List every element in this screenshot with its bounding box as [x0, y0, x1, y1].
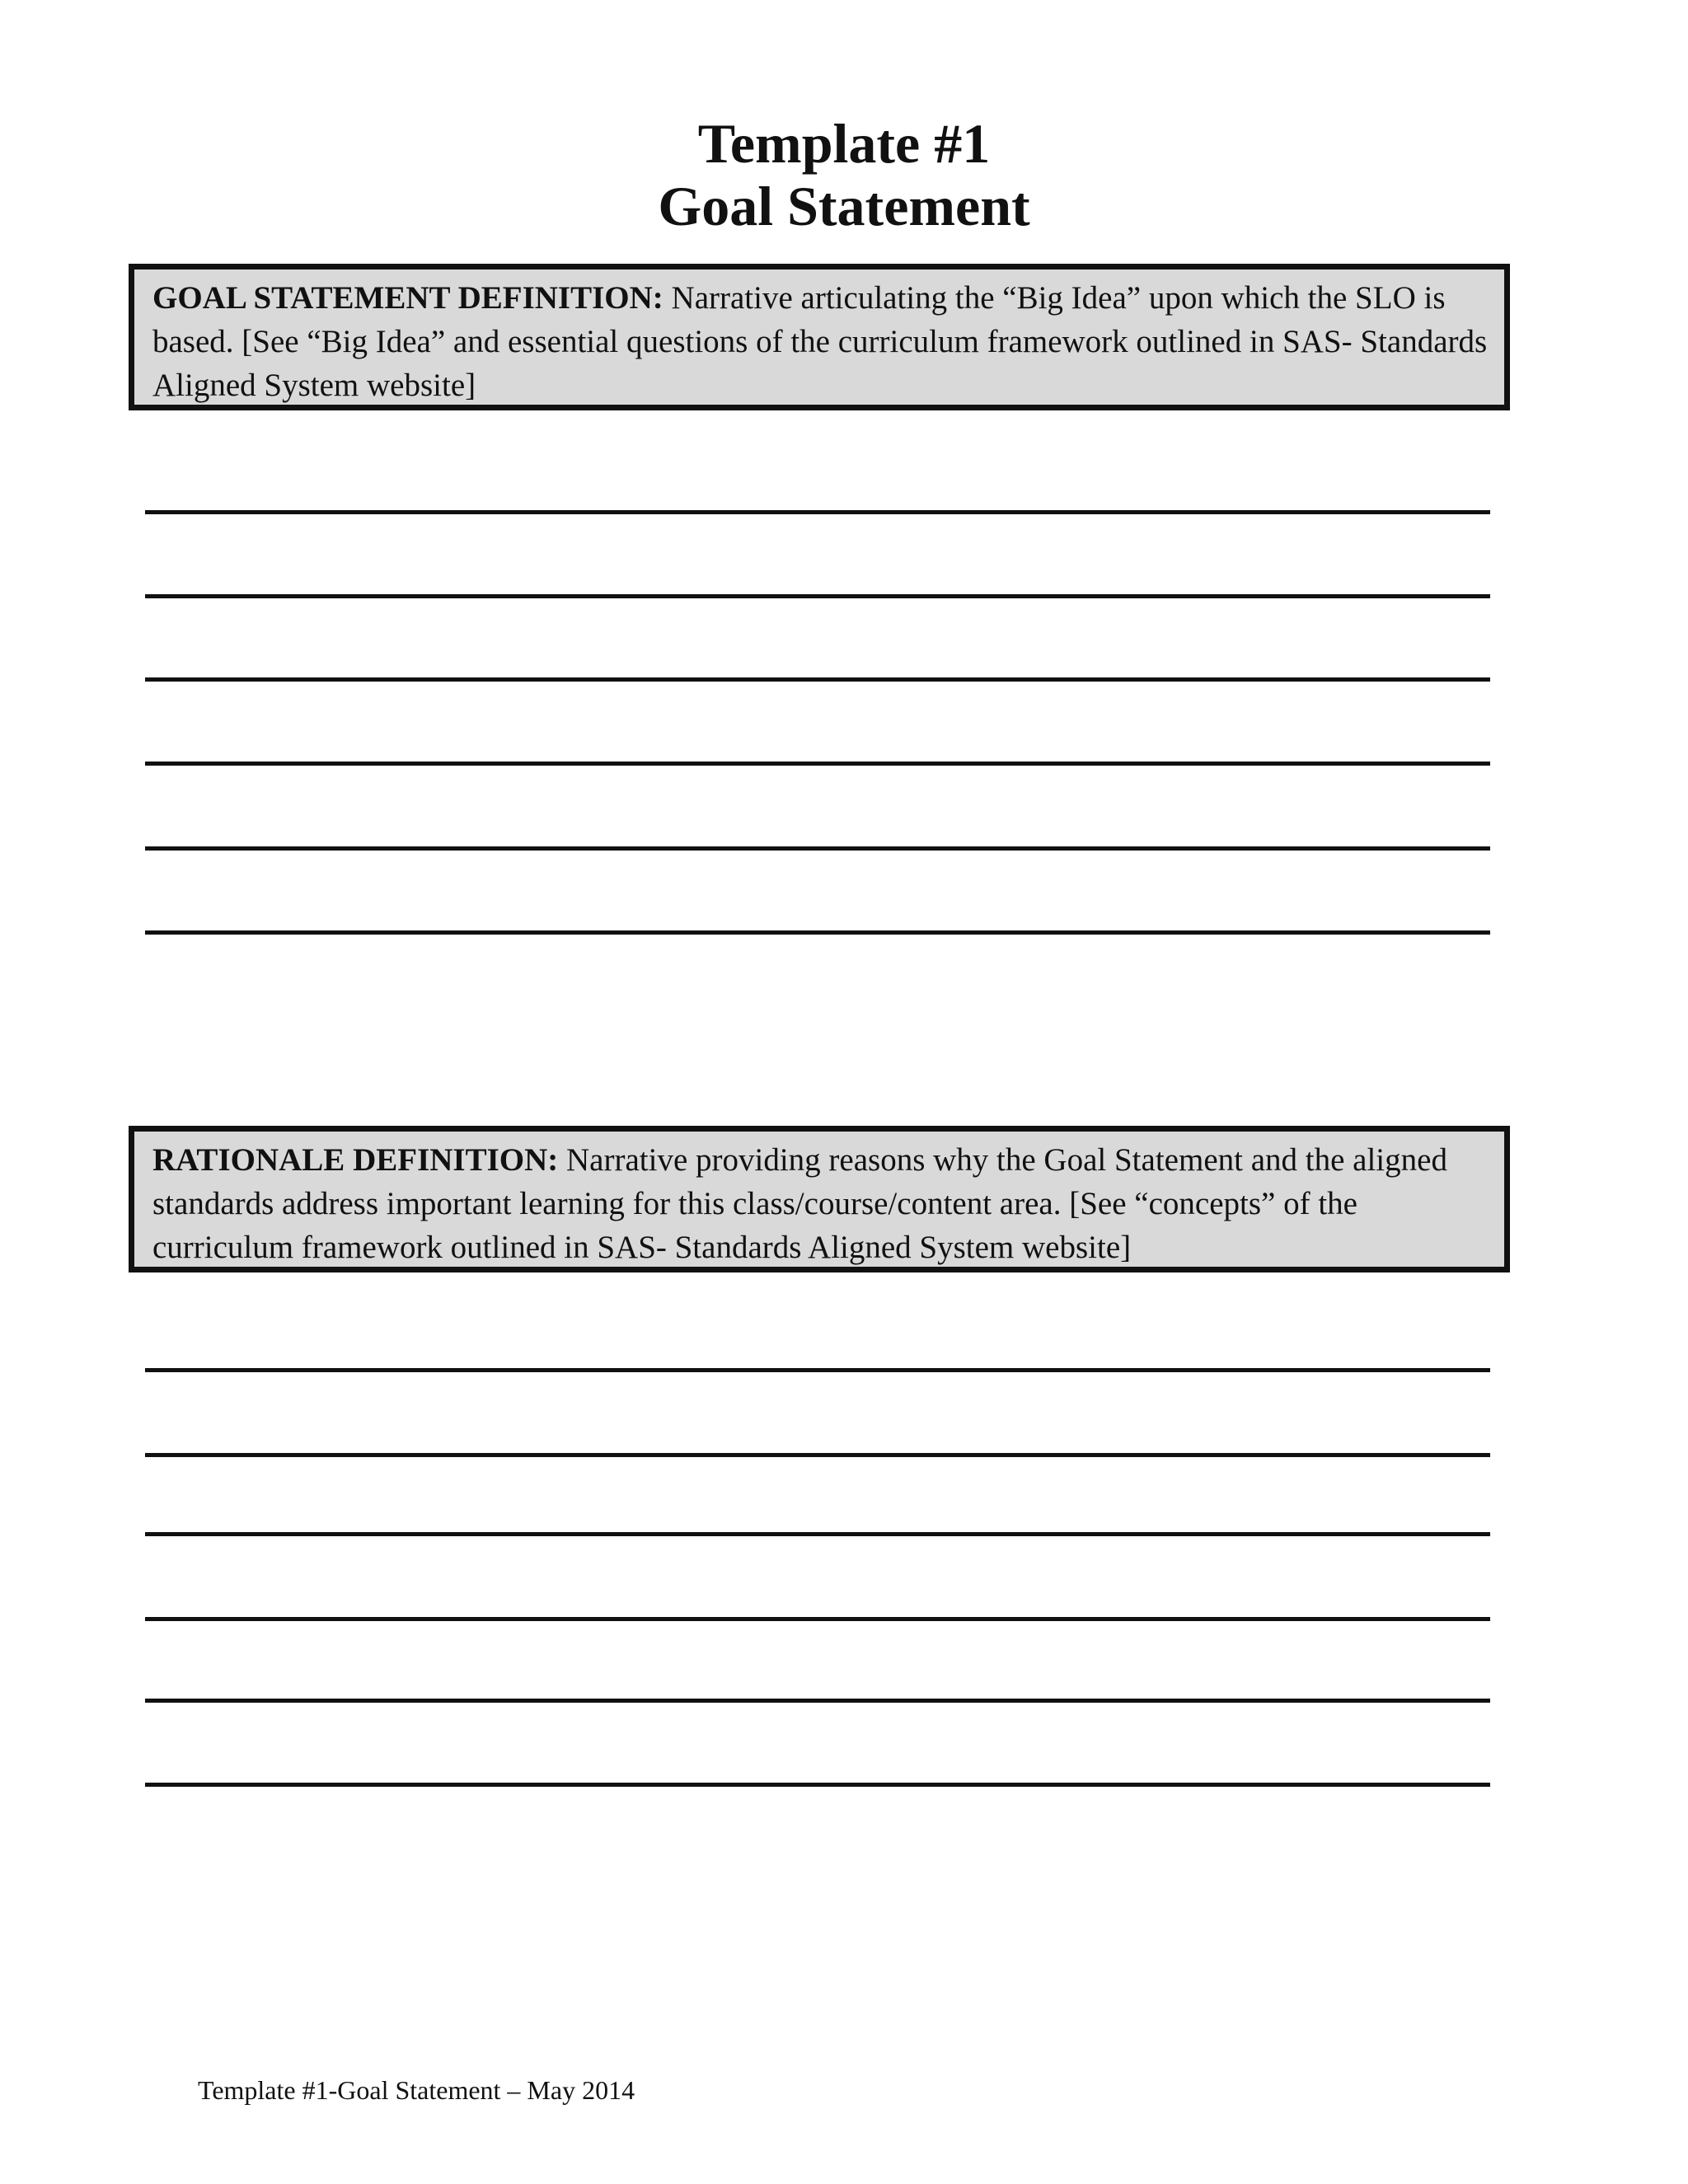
page-title: Template #1 [697, 112, 991, 175]
goal-statement-writing-line[interactable] [145, 762, 1490, 766]
rationale-writing-line[interactable] [145, 1368, 1490, 1372]
page-subtitle: Goal Statement [658, 175, 1030, 237]
rationale-definition-box [129, 1126, 1510, 1272]
rationale-writing-line[interactable] [145, 1532, 1490, 1536]
goal-statement-definition-box [129, 264, 1510, 410]
rationale-definition-label: RATIONALE DEFINITION: [152, 1142, 559, 1178]
goal-statement-writing-line[interactable] [145, 594, 1490, 598]
rationale-definition-text [152, 1138, 1491, 1269]
goal-statement-definition-text [152, 276, 1491, 407]
goal-statement-writing-line[interactable] [145, 930, 1490, 935]
goal-statement-definition-body: Narrative articulating the “Big Idea” upon which the SLO is based. [See “Big Idea” and essential questions of the curriculum framework outlined in SAS- Standards Aligned System website] [152, 280, 1488, 403]
goal-statement-writing-line[interactable] [145, 510, 1490, 514]
rationale-writing-line[interactable] [145, 1699, 1490, 1703]
rationale-definition-body: Narrative providing reasons why the Goal Statement and the aligned standards address important learning for this class/course/content area. [See “concepts” of the curriculum framework outlined in SAS- Standards Aligned System website] [152, 1142, 1447, 1265]
goal-statement-writing-line[interactable] [145, 846, 1490, 851]
rationale-writing-line[interactable] [145, 1453, 1490, 1457]
rationale-writing-line[interactable] [145, 1617, 1490, 1621]
rationale-writing-line[interactable] [145, 1783, 1490, 1787]
goal-statement-definition-label: GOAL STATEMENT DEFINITION: [152, 280, 663, 316]
goal-statement-writing-line[interactable] [145, 677, 1490, 682]
page-footer: Template #1-Goal Statement – May 2014 [198, 2075, 635, 2105]
